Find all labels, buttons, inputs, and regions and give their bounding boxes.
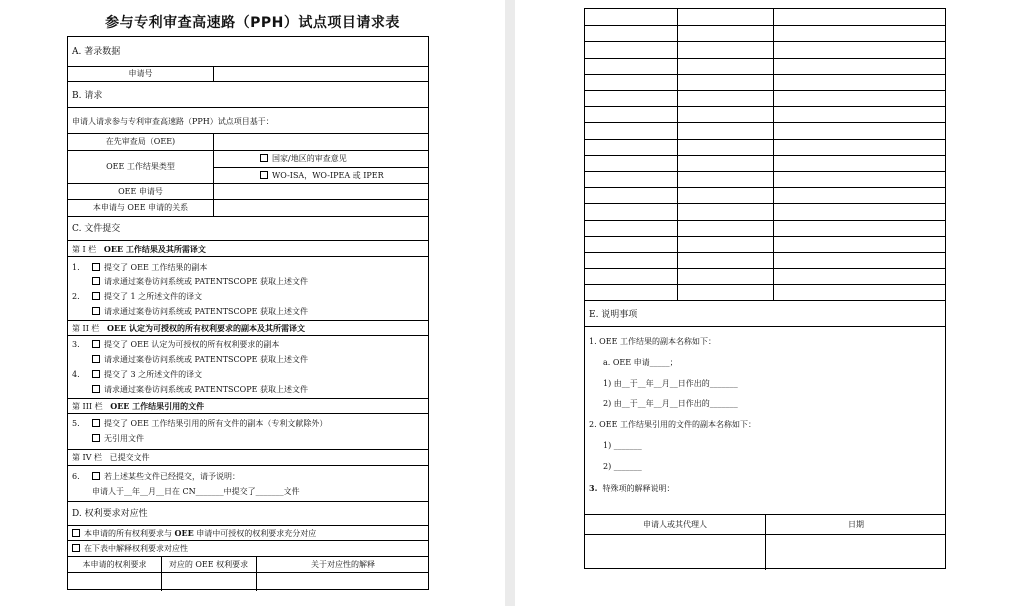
section-e-heading: E. 说明事项 xyxy=(589,310,638,320)
column-1-title-text: OEE 工作结果及其所需译文 xyxy=(103,244,206,254)
claims-option-2-label: 在下表中解释权利要求对应性 xyxy=(84,544,188,553)
checkbox-icon[interactable] xyxy=(92,370,100,378)
signature-header xyxy=(585,515,945,535)
checkbox-icon[interactable] xyxy=(92,472,100,480)
item-2a[interactable] xyxy=(92,292,202,302)
oee-result-type-label: OEE 工作结果类型 xyxy=(106,162,175,171)
special-notes-label xyxy=(589,483,674,494)
column-2-title-row xyxy=(68,321,428,336)
cited-docs-names-label: 2. OEE 工作结果引用的文件的副本名称如下： xyxy=(589,420,756,429)
checkbox-icon[interactable] xyxy=(92,307,100,315)
section-c-header xyxy=(68,217,428,241)
section-b-heading: B. 请求 xyxy=(72,91,103,101)
checkbox-icon[interactable] xyxy=(72,544,80,552)
claims-col-application: 本申请的权利要求 xyxy=(82,560,147,569)
column-2-items xyxy=(68,336,428,399)
claims-table-header xyxy=(68,557,428,573)
section-a-header xyxy=(68,37,428,67)
claims-grid-row-line xyxy=(585,155,945,156)
column-2-title-text: OEE 认定为可授权的所有权利要求的副本及其所需译文 xyxy=(107,323,305,333)
request-intro-text: 申请人请求参与专利审查高速路（PPH）试点项目基于： xyxy=(72,117,274,126)
oee-result-line-1: 1) 由__于__年__月__日作出的_______ xyxy=(603,379,738,388)
option-national-opinion-label: 国家/地区的审查意见 xyxy=(272,154,347,163)
oee-application-line: a. OEE 申请_____； xyxy=(603,358,678,367)
item-5-number: 5. xyxy=(72,419,80,428)
option-wo-isa[interactable] xyxy=(260,171,384,181)
claims-grid-row-line xyxy=(585,171,945,172)
column-2-title xyxy=(72,323,305,334)
item-1a-label: 提交了 OEE 工作结果的副本 xyxy=(104,263,208,272)
claims-grid-row-line xyxy=(585,268,945,269)
claims-grid-row-line xyxy=(585,139,945,140)
claims-table-row xyxy=(68,573,428,591)
form-title: 参与专利审查高速路（PPH）试点项目请求表 xyxy=(105,15,400,31)
relation-label: 本申请与 OEE 申请的关系 xyxy=(92,203,189,212)
checkbox-icon[interactable] xyxy=(92,419,100,427)
column-4-items xyxy=(68,466,428,502)
claims-correspondence-option-1 xyxy=(68,526,428,541)
item-6a[interactable] xyxy=(92,472,240,482)
item-6-number: 6. xyxy=(72,472,80,481)
section-c-heading: C. 文件提交 xyxy=(72,224,121,234)
checkbox-icon[interactable] xyxy=(92,340,100,348)
claims-option-2[interactable] xyxy=(72,544,188,554)
column-4-title-prefix: 第 IV 栏 xyxy=(72,453,103,462)
claims-grid-row-line xyxy=(585,106,945,107)
column-3-title xyxy=(72,401,204,412)
oee-application-number-row xyxy=(68,184,428,200)
column-1-items xyxy=(68,257,428,321)
section-d-header xyxy=(68,502,428,526)
checkbox-icon[interactable] xyxy=(260,171,268,179)
signature-row[interactable] xyxy=(585,535,945,570)
item-4b[interactable] xyxy=(92,385,308,395)
section-e-body xyxy=(585,327,945,515)
claims-grid xyxy=(585,9,945,300)
special-notes-text: 特殊项的解释说明： xyxy=(602,484,675,493)
section-a-heading: A. 著录数据 xyxy=(72,47,121,57)
claims-grid-row-line xyxy=(585,236,945,237)
oee-row xyxy=(68,134,428,151)
item-5a-label: 提交了 OEE 工作结果引用的所有文件的副本（专利文献除外） xyxy=(104,419,328,428)
item-4a[interactable] xyxy=(92,370,202,380)
column-3-items xyxy=(68,414,428,450)
column-1-title xyxy=(72,244,206,255)
section-b-header xyxy=(68,82,428,108)
claims-grid-row-line xyxy=(585,122,945,123)
column-3-title-row xyxy=(68,399,428,414)
column-4-title-text: 已提交文件 xyxy=(109,453,150,462)
item-5b[interactable] xyxy=(92,434,144,444)
claims-correspondence-option-2 xyxy=(68,541,428,557)
oee-results-names-label: 1. OEE 工作结果的副本名称如下： xyxy=(589,337,716,346)
checkbox-icon[interactable] xyxy=(92,263,100,271)
oee-result-line-2: 2) 由__于__年__月__日作出的_______ xyxy=(603,399,738,408)
oee-application-number-label: OEE 申请号 xyxy=(118,187,163,196)
request-intro-row xyxy=(68,108,428,134)
option-wo-isa-label: WO-ISA，WO-IPEA 或 IPER xyxy=(272,171,384,180)
item-1-number: 1. xyxy=(72,263,80,272)
item-4a-label: 提交了 3 之所述文件的译文 xyxy=(104,370,203,379)
item-4-number: 4. xyxy=(72,370,80,379)
checkbox-icon[interactable] xyxy=(92,434,100,442)
relation-row xyxy=(68,200,428,217)
special-notes-number: 3. xyxy=(589,483,598,493)
claims-grid-row-line xyxy=(585,41,945,42)
column-4-title-row xyxy=(68,450,428,466)
item-2-number: 2. xyxy=(72,292,80,301)
item-3-number: 3. xyxy=(72,340,80,349)
application-number-label: 申请号 xyxy=(128,69,153,78)
claims-grid-row-line xyxy=(585,74,945,75)
claims-option-1[interactable] xyxy=(72,528,316,539)
column-3-title-text: OEE 工作结果引用的文件 xyxy=(110,401,205,411)
application-number-row xyxy=(68,67,428,82)
form-table-continued xyxy=(584,8,946,569)
claims-col-explanation: 关于对应性的解释 xyxy=(311,560,375,569)
item-1b[interactable] xyxy=(92,277,308,287)
option-national-opinion[interactable] xyxy=(260,154,347,164)
oee-label: 在先审查局（OEE) xyxy=(105,137,176,146)
item-3a[interactable] xyxy=(92,340,279,350)
claims-grid-row-line xyxy=(585,203,945,204)
claims-grid-row-line xyxy=(585,25,945,26)
page-1 xyxy=(0,0,505,606)
page-2 xyxy=(515,0,1024,606)
section-e-header xyxy=(585,300,945,327)
checkbox-icon[interactable] xyxy=(92,385,100,393)
column-4-title xyxy=(72,453,150,463)
cited-doc-line-2: 2) _______ xyxy=(603,462,642,471)
claims-option-1-oee: OEE xyxy=(174,528,194,538)
oee-result-type-row xyxy=(68,151,428,184)
claims-option-1-prefix: 本申请的所有权利要求与 xyxy=(84,529,172,538)
column-1-title-row xyxy=(68,241,428,257)
date-label: 日期 xyxy=(848,520,864,529)
claims-grid-row-line xyxy=(585,187,945,188)
item-3b-label: 请求通过案卷访问系统或 PATENTSCOPE 获取上述文件 xyxy=(104,355,308,364)
checkbox-icon[interactable] xyxy=(260,154,268,162)
cited-doc-line-1: 1) _______ xyxy=(603,441,642,450)
claims-grid-row-line xyxy=(585,284,945,285)
item-2b[interactable] xyxy=(92,307,308,317)
section-d-heading: D. 权利要求对应性 xyxy=(72,509,148,519)
item-1b-label: 请求通过案卷访问系统或 PATENTSCOPE 获取上述文件 xyxy=(104,277,308,286)
checkbox-icon[interactable] xyxy=(72,529,80,537)
column-1-title-prefix: 第 I 栏 xyxy=(72,245,97,254)
item-1a[interactable] xyxy=(92,263,207,273)
item-5a[interactable] xyxy=(92,419,327,429)
checkbox-icon[interactable] xyxy=(92,292,100,300)
item-2b-label: 请求通过案卷访问系统或 PATENTSCOPE 获取上述文件 xyxy=(104,307,308,316)
checkbox-icon[interactable] xyxy=(92,277,100,285)
claims-grid-row-line xyxy=(585,220,945,221)
claims-grid-row-line xyxy=(585,252,945,253)
item-6a-label: 若上述某些文件已经提交，请予说明： xyxy=(104,472,240,481)
item-3a-label: 提交了 OEE 认定为可授权的所有权利要求的副本 xyxy=(104,340,280,349)
claims-grid-row-line xyxy=(585,90,945,91)
checkbox-icon[interactable] xyxy=(92,355,100,363)
claims-grid-row-line xyxy=(585,58,945,59)
form-table xyxy=(67,36,429,590)
column-3-title-prefix: 第 III 栏 xyxy=(72,402,103,411)
claims-col-oee: 对应的 OEE 权利要求 xyxy=(168,560,249,569)
item-4b-label: 请求通过案卷访问系统或 PATENTSCOPE 获取上述文件 xyxy=(104,385,308,394)
item-5b-label: 无引用文件 xyxy=(104,434,144,443)
applicant-or-agent-label: 申请人或其代理人 xyxy=(643,520,707,529)
item-3b[interactable] xyxy=(92,355,308,365)
item-2a-label: 提交了 1 之所述文件的译文 xyxy=(104,292,203,301)
column-2-title-prefix: 第 II 栏 xyxy=(72,324,100,333)
claims-option-1-suffix: 申请中可授权的权利要求充分对应 xyxy=(196,529,317,538)
item-6b-filed-statement: 申请人于__年__月__日在 CN_______中提交了_______文件 xyxy=(92,487,300,496)
